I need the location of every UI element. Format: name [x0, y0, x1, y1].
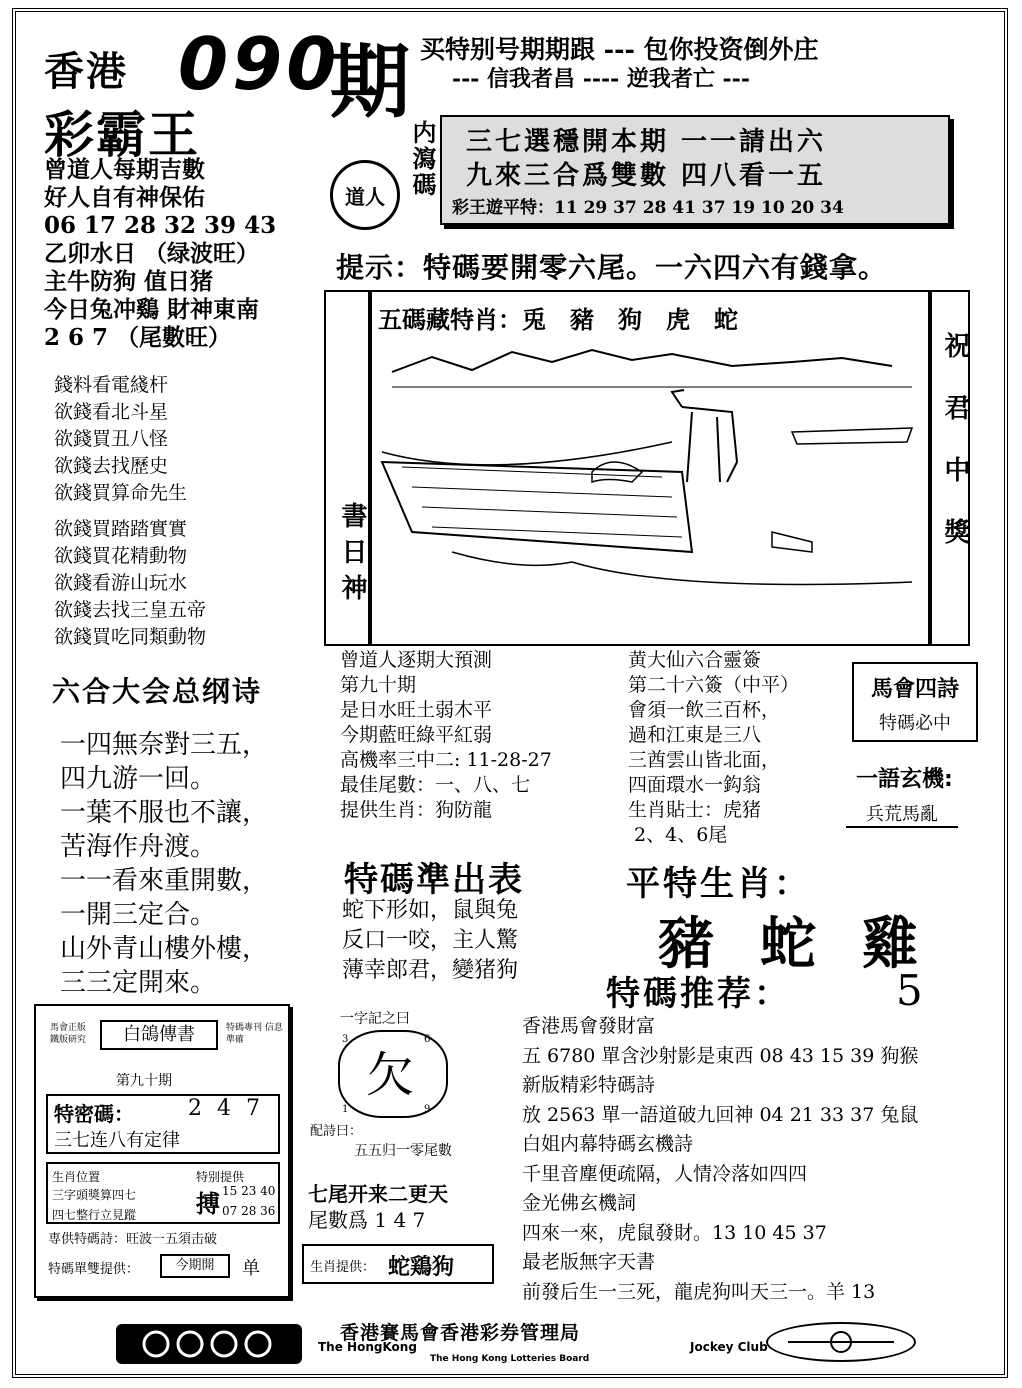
picture-title: 五碼藏特肖：兎 豬 狗 虎 蛇	[378, 306, 738, 334]
footer-english3: The Hong Kong Lotteries Board	[430, 1354, 590, 1364]
poem-title: 六合大会总纲诗	[52, 675, 263, 708]
pigeon-grid-nums1: 15 23 40	[222, 1184, 276, 1198]
pigeon-title: 白鴿傳書	[100, 1020, 218, 1050]
special-line: 反口一咬，主人驚	[342, 928, 519, 953]
one-char-zodiac-label: 生肖提供：	[310, 1260, 376, 1275]
one-word-text: 兵荒馬亂	[846, 800, 958, 828]
recommend-value: 5	[896, 966, 923, 1015]
special-line: 薄幸郎君，變猪狗	[342, 958, 519, 983]
one-char-title: 一字記之曰	[340, 1011, 410, 1027]
money-line: 欲錢看北斗星	[54, 401, 169, 423]
pigeon-left-small: 馬會正版 鐵版研究	[50, 1023, 87, 1045]
right-line: 前發后生一三死，龍虎狗叫天三一。羊 13	[522, 1280, 876, 1303]
special-table-title: 特碼準出表	[344, 860, 524, 900]
logo-swirl-icon	[116, 1324, 302, 1364]
pigeon-single-result: 单	[242, 1258, 260, 1279]
one-char-num: 1	[342, 1104, 349, 1115]
one-char-char: 欠	[366, 1047, 415, 1103]
right-vertical-panel	[930, 290, 970, 646]
flat-zodiac-animal: 豬	[658, 911, 714, 977]
money-line: 欲錢去找三皇五帝	[54, 599, 207, 621]
right-line: 最老版無字天書	[522, 1251, 656, 1273]
one-char-num: 6	[424, 1034, 431, 1045]
intro-line: 2 6 7 （尾數旺）	[44, 324, 232, 351]
one-word-title: 一語玄機:	[856, 767, 953, 792]
hint: 提示：特碼要開零六尾。一六四六有錢拿。	[336, 251, 888, 284]
money-line: 錢料看電綫杆	[54, 374, 169, 396]
poem-line: 三三定開來。	[60, 968, 217, 998]
huang-line: 黄大仙六合靈簽	[628, 649, 762, 671]
poem-line: 一一看來重開數，	[60, 866, 269, 896]
logo-lotteries-icon	[768, 1324, 914, 1360]
money-line: 欲錢買踏踏實實	[54, 518, 188, 540]
right-vertical-text: 祝君中獎	[940, 332, 970, 580]
picture-box	[370, 290, 930, 646]
pigeon-single-label: 特碼單雙提供：	[48, 1262, 140, 1277]
prediction-block	[340, 648, 552, 823]
pigeon-grid-left1: 生肖位置	[52, 1170, 101, 1184]
money-line: 欲錢買算命先生	[54, 482, 188, 504]
stamp-seal: 道人	[330, 160, 400, 230]
prediction-line: 曾道人逐期大預測	[340, 649, 493, 671]
lotteries-logo	[766, 1322, 916, 1362]
money-line: 欲錢買花精動物	[54, 545, 188, 567]
pigeon-issue: 第九十期	[116, 1073, 172, 1089]
inner-code-label: 内瀉碼	[408, 120, 437, 198]
poem-line: 四九游一回。	[60, 764, 217, 794]
jockey-poem-title: 馬會四詩	[870, 677, 959, 702]
right-line: 四來一來，虎鼠發財。13 10 45 37	[522, 1221, 827, 1244]
right-line: 五 6780 單含沙射影是東西 08 43 15 39 狗猴	[522, 1044, 919, 1067]
pigeon-grid-left2: 三字頭獎算四七	[52, 1188, 137, 1202]
pigeon-code-value: 2 4 7	[188, 1096, 264, 1121]
huang-line: 四面環水一鈎翁	[628, 774, 762, 796]
one-char-num: 9	[424, 1104, 431, 1115]
left-vertical-text: 書日神	[337, 502, 367, 610]
right-line: 新版精彩特碼詩	[522, 1074, 656, 1096]
brand-name: 彩霸王	[44, 106, 200, 164]
jockey-poem-text: 特碼必中	[879, 713, 951, 734]
poem-line: 一葉不服也不讓，	[60, 798, 269, 828]
huang-line: 生肖貼士：虎猪	[628, 799, 762, 821]
huang-line: 三酋雲山皆北面，	[628, 749, 781, 771]
money-list-1	[54, 372, 187, 507]
inner-code-line3: 彩王遊平特：11 29 37 28 41 37 19 10 20 34	[452, 198, 844, 218]
flat-zodiac-title: 平特生肖：	[626, 864, 811, 904]
money-line: 欲錢看游山玩水	[54, 572, 188, 594]
pigeon-right-small: 特碼專刊 信息準確	[226, 1023, 283, 1045]
pigeon-grid-nums2: 07 28 36	[222, 1204, 276, 1218]
huang-line: 會須一飲三百杯，	[628, 699, 781, 721]
poem-body	[60, 728, 268, 1000]
pigeon-grid-big: 搏	[196, 1189, 220, 1218]
pigeon-grid-left3: 四七整行立見蹤	[52, 1208, 137, 1222]
intro-line: 好人自有神保佑	[44, 184, 205, 211]
one-char-seven: 七尾开来二更天	[308, 1182, 448, 1206]
prediction-line: 高機率三中二: 11-28-27	[340, 749, 552, 771]
right-line: 放 2563 單一語道破九回神 04 21 33 37 兔鼠	[522, 1103, 919, 1126]
poem-line: 一四無奈對三五，	[60, 730, 269, 760]
right-texts	[522, 1012, 918, 1307]
pigeon-grid-mid-label: 特别提供	[196, 1170, 245, 1184]
issue-suffix: 期	[330, 35, 410, 129]
prediction-line: 提供生肖：狗防龍	[340, 799, 493, 821]
pigeon-box	[34, 1004, 290, 1298]
pigeon-code-box	[46, 1094, 280, 1154]
recommend-label: 特碼推荐：	[606, 974, 791, 1014]
inner-code-line1: 三七選穩開本期 一一請出六	[466, 127, 827, 157]
inner-code-box	[440, 115, 950, 225]
money-line: 欲錢買吃同類動物	[54, 626, 207, 648]
huang-block	[628, 648, 799, 848]
jockey-club-logo	[116, 1324, 302, 1364]
huang-line: 第二十六簽（中平）	[628, 674, 800, 696]
flat-zodiac-animal: 蛇	[760, 911, 816, 977]
prediction-line: 最佳尾數：一、八、七	[340, 774, 531, 796]
flat-zodiac-animal: 雞	[862, 911, 918, 977]
prediction-line: 是日水旺土弱木平	[340, 699, 493, 721]
footer-english1: The HongKong	[318, 1340, 417, 1354]
footer-chinese: 香港賽馬會香港彩券管理局	[340, 1322, 581, 1344]
one-char-tail: 尾數爲 1 4 7	[308, 1208, 426, 1232]
special-line: 蛇下形如，鼠與兔	[342, 898, 519, 923]
inner-code-line2: 九來三合爲雙數 四八看一五	[466, 161, 827, 191]
pigeon-grid	[46, 1162, 280, 1224]
left-vertical-panel	[324, 290, 370, 646]
prediction-line: 今期藍旺綠平紅弱	[340, 724, 493, 746]
huang-line: 過和江東是三八	[628, 724, 762, 746]
pigeon-line1: 三七连八有定律	[54, 1130, 180, 1151]
pigeon-single-value: 今期開	[160, 1254, 230, 1278]
pigeon-exclusive: 専供特碼詩：旺波一五須击破	[48, 1232, 218, 1247]
one-char-num: 3	[342, 1034, 349, 1045]
one-char-zodiac-value: 蛇鶏狗	[388, 1254, 455, 1280]
jockey-poem-box	[852, 662, 978, 742]
landscape-illustration	[372, 332, 928, 642]
money-list-2	[54, 516, 206, 651]
intro-block	[44, 156, 276, 352]
poem-line: 一開三定合。	[60, 900, 217, 930]
huang-line: 2、4、6尾	[628, 824, 728, 846]
money-line: 欲錢買丑八怪	[54, 428, 169, 450]
special-table-body	[342, 896, 518, 986]
poem-line: 山外青山樓外樓，	[60, 934, 269, 964]
right-line: 白姐内幕特碼玄機詩	[522, 1133, 694, 1155]
intro-line: 主牛防狗 值日猪	[44, 268, 214, 295]
intro-line: 06 17 28 32 39 43	[44, 212, 277, 239]
slogan-line1: 买特别号期期跟 --- 包你投资倒外庄	[420, 35, 819, 64]
intro-line: 曾道人每期吉數	[44, 156, 205, 183]
pigeon-code-label: 特密碼：	[54, 1102, 134, 1126]
poem-line: 苦海作舟渡。	[60, 832, 217, 862]
right-line: 金光佛玄機詞	[522, 1192, 637, 1214]
intro-line: 今日兔冲鷄 財神東南	[44, 296, 260, 323]
brand-top: 香港	[44, 49, 128, 95]
right-line: 千里音塵便疏隔，人情冷落如四四	[522, 1162, 808, 1185]
right-line: 香港馬會發財富	[522, 1015, 656, 1037]
slogan-line2: --- 信我者昌 ---- 逆我者亡 ---	[452, 66, 750, 92]
one-char-poem-text: 五五归一零尾數	[354, 1143, 452, 1159]
prediction-line: 第九十期	[340, 674, 417, 696]
one-char-box	[298, 1004, 508, 1298]
money-line: 欲錢去找歷史	[54, 455, 169, 477]
footer-english2: Jockey Club	[690, 1340, 768, 1354]
issue-number: 090	[178, 22, 341, 106]
intro-line: 乙卯水日 （绿波旺）	[44, 240, 260, 267]
one-char-zodiac-box	[302, 1244, 494, 1284]
one-char-poem-label: 配詩曰：	[310, 1124, 363, 1139]
